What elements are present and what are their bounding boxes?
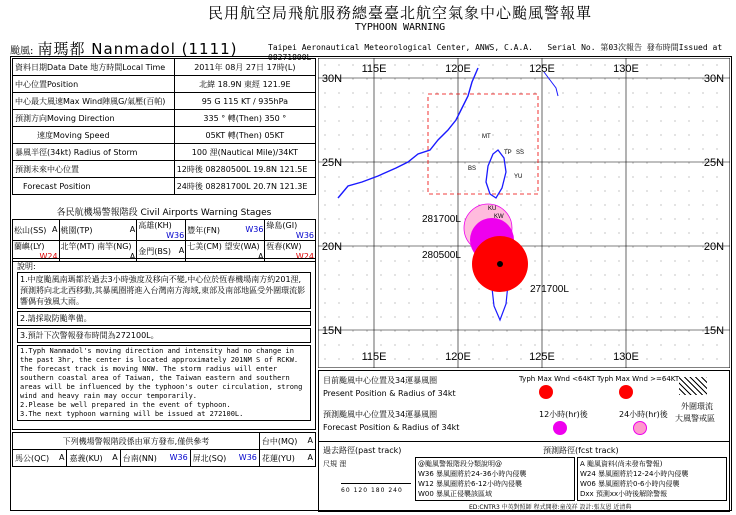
station-name: 高雄(KH) <box>138 221 172 230</box>
station-ku: KU <box>488 206 497 212</box>
symbol-24h <box>633 421 647 435</box>
station-level: A <box>307 452 313 462</box>
wind-value: 95 G 115 KT / 935hPa <box>174 93 315 110</box>
station-level: A <box>129 252 136 261</box>
lon-label-top: 130E <box>613 63 639 75</box>
station-level: W36 <box>295 231 314 240</box>
civil1-station-2 <box>137 220 186 241</box>
lon-label-top: 125E <box>529 63 555 75</box>
legend-panel <box>318 370 730 512</box>
typhoon-name: 南瑪都 Nanmadol (1111) <box>37 40 238 58</box>
symbol-lt64 <box>539 385 553 399</box>
stages-title: 各民航機場警報階段 Civil Airports Warning Stages <box>56 208 272 218</box>
forecast-label-en: Forecast Position <box>13 178 175 195</box>
lat-label-left: 20N <box>321 241 343 253</box>
airport-stages-table <box>12 219 316 262</box>
civil1-station-0 <box>13 220 60 241</box>
typh-lt64: Typh Max Wnd <64KT <box>519 375 596 383</box>
typhoon-map <box>318 58 730 368</box>
h12-label: 12小時(hr)後 <box>539 410 588 419</box>
mil-station-1 <box>67 450 120 467</box>
station-name: 北竿(MT) 南竿(NG) <box>60 242 132 251</box>
mil-station-2 <box>120 450 190 467</box>
civil1-station-4 <box>265 220 316 241</box>
typhoon-info-table <box>12 58 316 195</box>
center-name: Taipei Aeronautical Meteorological Center, ANWS, C.A.A. <box>268 43 533 52</box>
radius-value: 100 浬(Nautical Mile)/34KT <box>174 144 315 161</box>
forecast-title: 預測颱風中心位置及34運暴風圈 <box>323 410 438 419</box>
page-subtitle: TYPHOON WARNING <box>354 22 446 33</box>
outer-label: 外圍環流 <box>681 402 713 411</box>
lat-label-left: 30N <box>321 73 343 85</box>
forecast-label: 預測未來中心位置 <box>13 161 175 178</box>
note-en-1: 1.Typh Nanmadol's moving direction and intensity had no change in the past 3hr, the center is located approximately 201NM S of RCKW. The forecast track is moving NNW. The storm radius will enter southern coastal area of Taiwan, the Taiwan eastern and southern areas will be influenced by the typhoon's outer circulation, strong wind and heavy rain may occur temporarily. <box>20 347 303 400</box>
station-name: 豐年(FN) <box>187 225 221 235</box>
page-title: 民用航空局飛航服務總臺臺北航空氣象中心颱風警報單 <box>207 4 592 22</box>
station-level: A <box>129 224 136 234</box>
typh-ge64: Typh Max Wnd >=64KT <box>597 375 680 383</box>
lat-label-right: 15N <box>703 325 725 337</box>
fcst-track-label: 預測路徑(fcst track) <box>543 446 619 455</box>
typhoon-label: 颱風: <box>10 46 34 57</box>
note-zh-3: 3.預計下次警報發布時間為272100L。 <box>20 331 159 340</box>
code-dxx: Dxx 預測xx小時後解除警報 <box>580 490 668 498</box>
note-zh-1: 1.中度颱風南瑪都於過去3小時強度及移向不變,中心位於恆春機場南方約201浬,預測將向北北西移動,其暴風圈將進入台灣南方海域,東部及南部地區受外圍環流影響偶有強風大雨。 <box>20 275 306 306</box>
station-level: A <box>52 224 58 234</box>
lat-label-right: 20N <box>703 241 725 253</box>
military-stages-table <box>12 432 316 467</box>
h24-label: 24小時(hr)後 <box>619 410 668 419</box>
civil1-station-3 <box>186 220 265 241</box>
mil-station-0 <box>13 450 67 467</box>
scale-label: 尺規 浬 <box>323 460 347 468</box>
storm-center <box>497 261 503 267</box>
outer-label-2: 大風警戒區 <box>675 414 715 423</box>
lat-label-right: 25N <box>703 157 725 169</box>
station-level: W36 <box>245 224 264 234</box>
direction-label: 預測方向Moving Direction <box>13 110 175 127</box>
station-level: W36 <box>166 231 185 240</box>
station-name: 金門(BS) <box>138 246 171 256</box>
direction-value: 335 ° 轉(Then) 350 ° <box>174 110 315 127</box>
station-level: A <box>178 245 185 255</box>
lat-label-left: 15N <box>321 325 343 337</box>
station-name: 嘉義(KU) <box>69 453 103 463</box>
datetime-value: 2011年 08月 27日 17時(L) <box>174 59 315 76</box>
serial-number: Serial No. 第03次報告 發布時間Issued at 08271800L <box>268 43 723 62</box>
code-w06: W06 暴風圈將於0-6小時內侵襲 <box>580 480 680 488</box>
station-name: 花蓮(YU) <box>261 453 295 463</box>
lon-label-bottom: 125E <box>529 351 555 363</box>
note-zh-2-box <box>17 311 311 326</box>
lat-label-right: 30N <box>703 73 725 85</box>
codes-box-2 <box>577 457 727 501</box>
forecast-title-en: Forecast Position & Radius of 34kt <box>323 423 460 432</box>
station-name: 桃園(TP) <box>60 225 93 235</box>
speed-value: 05KT 轉(Then) 05KT <box>174 127 315 144</box>
notes-zh <box>17 272 311 309</box>
forecast-12: 12時後 08280500L 19.8N 121.5E <box>174 161 315 178</box>
codes-box <box>415 457 575 501</box>
forecast-24: 24時後 08281700L 20.7N 121.3E <box>174 178 315 195</box>
position-label: 中心位置Position <box>13 76 175 93</box>
datetime-label: 資料日期Data Date 地方時間Local Time <box>13 59 175 76</box>
footer-credit: ED:CNTR3 中英對照師 程式開發:童茂祥 設計:張友恩 近清典 <box>469 504 632 511</box>
forecast-time-label: 271700L <box>530 284 569 295</box>
station-level: A <box>257 252 264 261</box>
station-level: W24 <box>39 252 58 261</box>
scale-bar <box>341 483 411 484</box>
notes-en <box>17 345 311 421</box>
station-mt: MT <box>482 134 491 140</box>
station-level: A <box>112 452 118 462</box>
station-name: 恆春(KW) <box>266 242 302 251</box>
code-w12: W12 暴風圈將於6-12小時內侵襲 <box>418 480 522 488</box>
code-w36: W36 暴風圈將於24-36小時內侵襲 <box>418 470 527 478</box>
position-value: 北緯 18.9N 東經 121.9E <box>174 76 315 93</box>
note-zh-3-box <box>17 328 311 343</box>
station-level: A <box>58 452 65 462</box>
station-name: 屏北(SQ) <box>192 453 227 463</box>
notes-panel <box>12 258 316 430</box>
notes-heading: 說明: <box>17 262 36 271</box>
station-name: 蘭嶼(LY) <box>14 242 45 251</box>
station-kw: KW <box>494 214 504 220</box>
station-ss: SS <box>516 150 525 156</box>
forecast-time-label: 280500L <box>422 250 461 261</box>
current-title: 目前颱風中心位置及34運暴風圈 <box>323 376 438 385</box>
station-level: W24 <box>295 252 314 261</box>
note-zh-2: 2.請採取防颱準備。 <box>20 314 92 323</box>
outer-hatch <box>679 377 707 395</box>
codes-title: @颱風警報階段分類說明@ <box>418 460 502 468</box>
note-en-3: 3.The next typhoon warning will be issued at 272100L. <box>20 410 244 418</box>
wind-label: 中心最大風速Max Wind陣風G/氣壓(百帕) <box>13 93 175 110</box>
symbol-ge64 <box>619 385 633 399</box>
current-title-en: Present Position & Radius of 34kt <box>323 389 456 398</box>
station-yu: YU <box>514 174 523 180</box>
note-en-2: 2.Please be well prepared in the event of typhoon. <box>20 401 231 409</box>
symbol-12h <box>553 421 567 435</box>
mil-station-3 <box>190 450 259 467</box>
code-w00: W00 暴風正侵襲該區域 <box>418 490 493 498</box>
station-name: 馬公(QC) <box>15 453 50 463</box>
station-name: 台南(NN) <box>122 453 157 463</box>
code-w24: W24 暴風圈將於12-24小時內侵襲 <box>580 470 689 478</box>
station-level: W36 <box>169 452 188 462</box>
civil1-station-1 <box>59 220 137 241</box>
station-name: 綠島(GI) <box>266 221 298 230</box>
past-track-label: 過去路徑(past track) <box>323 446 402 455</box>
lat-label-left: 25N <box>321 157 343 169</box>
station-name: 松山(SS) <box>14 225 47 235</box>
legend-divider <box>319 441 729 442</box>
station-bs: BS <box>468 166 477 172</box>
mil-station-4 <box>259 450 315 467</box>
lon-label-bottom: 115E <box>361 351 387 363</box>
lon-label-bottom: 120E <box>445 351 471 363</box>
lon-label-bottom: 130E <box>613 351 639 363</box>
scale-ticks: 60 120 180 240 <box>341 487 403 494</box>
lon-label-top: 115E <box>361 63 387 75</box>
lon-label-top: 120E <box>445 63 471 75</box>
radius-label: 暴風半徑(34kt) Radius of Storm <box>13 144 175 161</box>
station-level: W36 <box>238 452 257 462</box>
speed-label: 速度Moving Speed <box>13 127 175 144</box>
station-name: 七美(CM) 望安(WA) <box>187 242 260 251</box>
station-tc: 台中(MQ) A <box>259 433 315 450</box>
forecast-time-label: 281700L <box>422 214 461 225</box>
military-caption: 下列機場警報階段係由軍方發布,僅供參考 <box>13 433 260 450</box>
code-a: A 颱風資料(尚未發布警報) <box>580 460 663 468</box>
station-tp: TP <box>504 150 512 156</box>
